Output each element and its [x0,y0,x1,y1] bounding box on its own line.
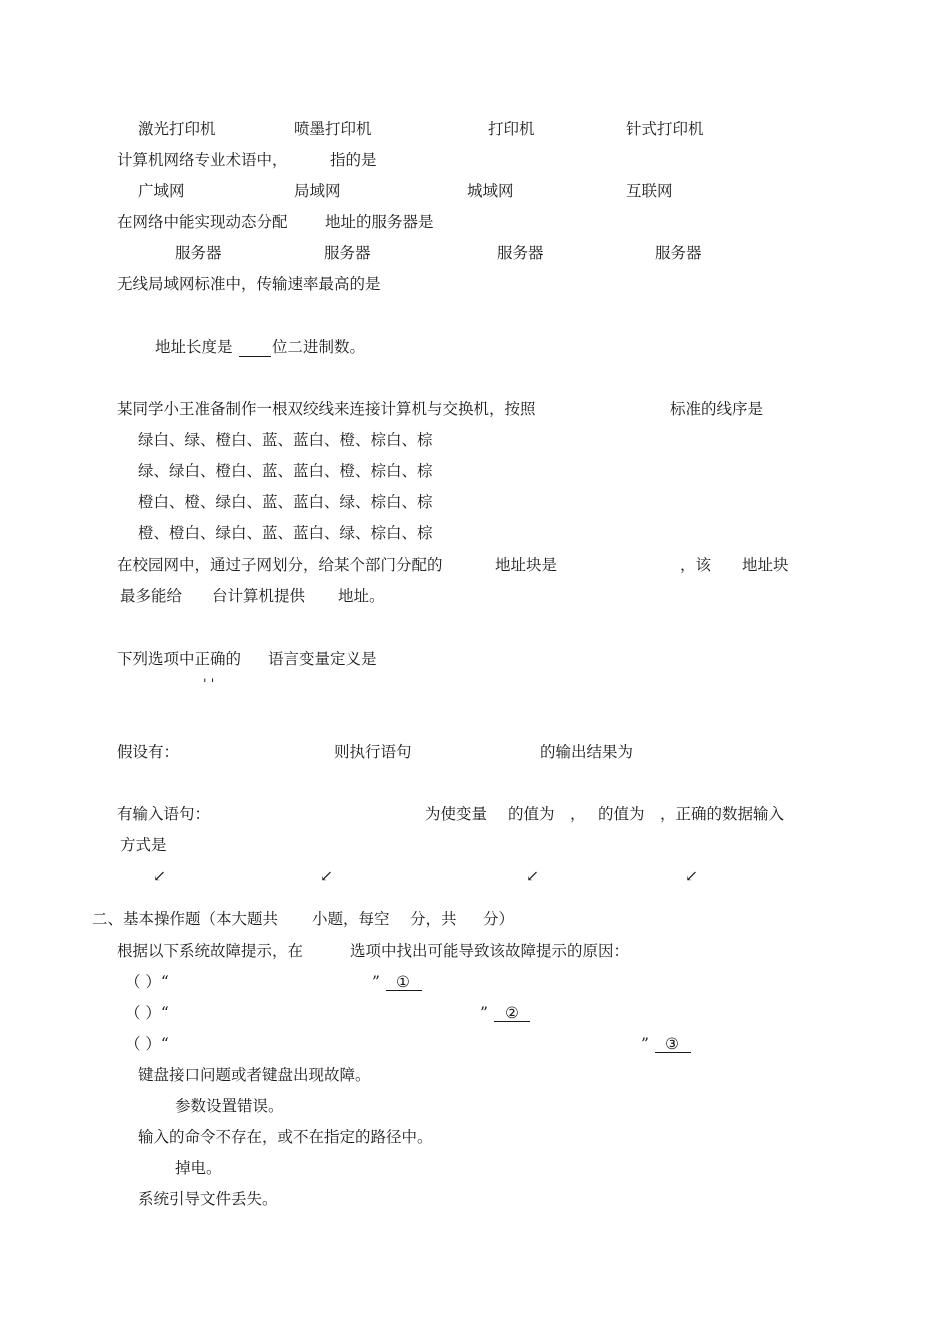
dynamic-addr-option-c: 服务器 [497,244,544,262]
printer-option-c: 打印机 [488,120,535,138]
network-term-option-a: 广域网 [138,182,185,200]
dynamic-addr-stem-a: 在网络中能实现动态分配 [117,213,288,231]
fault-item-2-blank [494,1021,530,1022]
fault-cause-c: 输入的命令不存在，或不在指定的路径中。 [138,1128,433,1146]
fault-cause-d: 掉电。 [175,1159,222,1177]
exec-part-c: 的输出结果为 [540,743,634,761]
subnet-line1-c: ，该 [680,556,712,574]
dynamic-addr-stem-b: 地址的服务器是 [325,213,434,231]
fault-item-2-number: ② [505,1004,519,1022]
fault-item-3-blank [655,1052,691,1053]
addr-len-stem-b: 位二进制数。 [272,338,366,356]
printer-option-a: 激光打印机 [138,120,216,138]
network-term-stem-b: 指的是 [330,151,377,169]
section2-title-d: 分） [483,910,515,928]
c-var-option-mark: ' ' [203,677,215,692]
dynamic-addr-option-a: 服务器 [175,244,222,262]
network-term-option-d: 互联网 [626,182,673,200]
subnet-line2-c: 地址。 [338,587,385,605]
network-term-stem-a: 计算机网络专业术语中， [117,151,288,169]
input-option-a-enter-mark: ↙ [153,867,166,885]
section2-instruction-a: 根据以下系统故障提示，在 [117,942,304,960]
addr-len-stem-a: 地址长度是 [155,338,233,356]
cable-stem-b: 标准的线序是 [670,400,764,418]
fault-item-1-blank [386,990,422,991]
section2-title-b: 小题，每空 [312,910,390,928]
input-part-d: ， [570,805,586,823]
dynamic-addr-option-d: 服务器 [655,244,702,262]
fault-cause-a: 键盘接口问题或者键盘出现故障。 [138,1066,371,1084]
c-var-stem-a: 下列选项中正确的 [117,650,242,668]
input-option-c-enter-mark: ↙ [526,867,539,885]
fault-cause-b: 参数设置错误。 [175,1097,284,1115]
cable-stem-a: 某同学小王准备制作一根双绞线来连接计算机与交换机，按照 [117,400,536,418]
addr-len-blank [239,356,271,357]
exec-part-a: 假设有： [117,743,180,761]
cable-option-c: 橙白、橙、绿白、蓝、蓝白、绿、棕白、棕 [138,493,433,511]
fault-item-3-prefix: （ ）“ [125,1035,169,1053]
fault-cause-e: 系统引导文件丢失。 [138,1190,278,1208]
exec-part-b: 则执行语句 [334,743,412,761]
subnet-line1-b: 地址块是 [495,556,558,574]
printer-option-b: 喷墨打印机 [294,120,372,138]
fault-item-3-number: ③ [665,1035,679,1053]
cable-option-b: 绿、绿白、橙白、蓝、蓝白、橙、棕白、棕 [138,462,433,480]
section2-title-c: 分，共 [410,910,457,928]
fault-item-1-close: ” [372,973,380,991]
fault-item-3-close: ” [641,1035,649,1053]
input-option-d-enter-mark: ↙ [685,867,698,885]
c-var-stem-b: 语言变量定义是 [268,650,377,668]
printer-option-d: 针式打印机 [626,120,704,138]
input-part-a: 有输入语句： [117,805,211,823]
network-term-option-b: 局域网 [294,182,341,200]
cable-option-a: 绿白、绿、橙白、蓝、蓝白、橙、棕白、棕 [138,431,433,449]
fault-item-1-number: ① [396,973,410,991]
section2-instruction-b: 选项中找出可能导致该故障提示的原因： [350,942,630,960]
subnet-line2-b: 台计算机提供 [212,587,306,605]
subnet-line1-a: 在校园网中，通过子网划分，给某个部门分配的 [117,556,443,574]
input-part-b: 为使变量 [425,805,488,823]
input-line2: 方式是 [120,836,167,854]
fault-item-1-prefix: （ ）“ [125,973,169,991]
cable-option-d: 橙、橙白、绿白、蓝、蓝白、绿、棕白、棕 [138,524,433,542]
subnet-line2-a: 最多能给 [120,587,183,605]
section2-title-a: 二、基本操作题（本大题共 [92,910,279,928]
subnet-line1-d: 地址块 [742,556,789,574]
input-part-c: 的值为 [508,805,555,823]
input-option-b-enter-mark: ↙ [320,867,333,885]
dynamic-addr-option-b: 服务器 [324,244,371,262]
input-part-e: 的值为 [598,805,645,823]
network-term-option-c: 城域网 [467,182,514,200]
wlan-stem: 无线局域网标准中，传输速率最高的是 [117,275,381,293]
fault-item-2-close: ” [480,1004,488,1022]
input-part-f: ，正确的数据输入 [660,805,785,823]
fault-item-2-prefix: （ ）“ [125,1004,169,1022]
